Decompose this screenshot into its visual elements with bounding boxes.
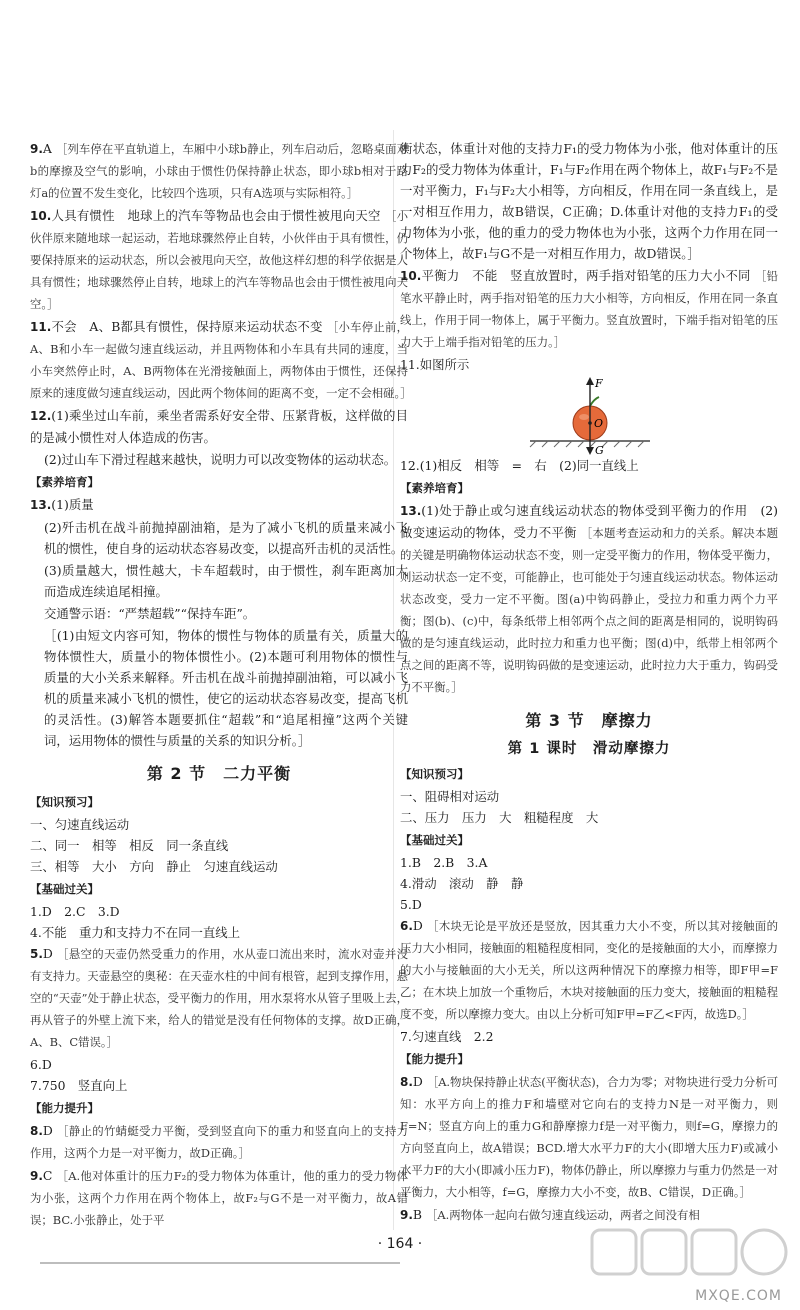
force-g-arrowhead (586, 447, 594, 455)
answer-text: 不会 A、B都具有惯性，保持原来运动状态不变 (51, 319, 323, 334)
answer-12-part-2: (2)过山车下滑过程越来越快，说明力可以改变物体的运动状态。 (44, 452, 397, 467)
answer-10-right (400, 265, 778, 353)
question-number: 10. (400, 269, 422, 283)
explanation: ［铅笔水平静止时，两手指对铅笔的压力大小相等，方向相反，作用在同一条直线上，作用于同一物体上，属于平衡力。竖直放置时，下端手指对铅笔的压力大于上端手指对铅笔的压力。］ (400, 269, 778, 349)
explanation: ［列车停在平直轨道上，车厢中小球b静止，列车启动后，忽略桌面对b的摩擦及空气的影响，小球由于惯性仍保持静止状态，即小球b相对于路灯a的位置不发生变化，比较四个选项，只有A选项与实际相符。］ (30, 142, 408, 200)
answer-text: (1)质量 (51, 497, 94, 512)
question-number: 9. (30, 142, 43, 156)
preview-line-1-right: 一、阻碍相对运动 (400, 789, 500, 804)
answer-13-right (400, 500, 778, 698)
answer-text: A (42, 141, 52, 156)
answer-text: 平衡力 不能 竖直放置时，两手指对铅笔的压力大小不同 (421, 268, 751, 283)
answer-13-explanation: ［(1)由短文内容可知，物体的惯性与物体的质量有关，质量大的物体惯性大，质量小的物体惯性小。(2)本题可利用物体的惯性与质量的大小关系来解释。歼击机在战斗前抛掉副油箱，可以减小飞机的质量来减小飞机的惯性，使它的运动状态容易改变，提高飞机的灵活性。(3)解答本题要抓住“超载”和“追尾相撞”这两个关键词，运用物体的惯性与质量的关系的知识分析。］ (44, 628, 408, 748)
left-column (30, 138, 412, 1232)
explanation: ［A.两物体一起向右做匀速直线运动，两者之间没有相 (425, 1208, 700, 1222)
section-header-suyang: 【素养培育】 (30, 475, 99, 489)
question-number: 8. (400, 1075, 413, 1089)
answer-6: 6.D (30, 1057, 52, 1072)
question-number: 8. (30, 1124, 43, 1138)
answer-8-right (400, 1071, 778, 1203)
explanation: ［木块无论是平放还是竖放，因其重力大小不变，所以其对接触面的压力大小相同，接触面的粗糙程度相同，变化的是接触面的大小，而摩擦力的大小与接触面的大小无关，所以这两种情况下的摩擦力相等，即F甲=F乙；在木块上加放一个重物后，木块对接触面的压力变大，接触面的粗糙程度不变，所以摩擦力变大。由以上分析可知F甲=F乙<F丙，故选D。］ (400, 919, 778, 1021)
force-diagram-figure (400, 375, 778, 455)
explanation: ［悬空的天壶仍然受重力的作用，水从壶口流出来时，流水对壶并没有支持力。天壶悬空的奥秘：在天壶水柱的中间有根管，起到支撑作用，悬空的“天壶”处于静止状态，受平衡力的作用，用水泵将水从管子里吸上去，再从管子的外壁上流下来，给人的错觉是没有任何物体的支撑。故D正确，A、B、C错误。］ (30, 947, 408, 1049)
label-g: G (595, 444, 604, 455)
section-header-jichu-right: 【基础过关】 (400, 833, 469, 847)
basic-answer-4-right: 4.滑动 滚动 静 静 (400, 876, 524, 891)
basic-answers-1-3-right: 1.B 2.B 3.A (400, 855, 488, 870)
answer-7-right: 7.匀速直线 2.2 (400, 1029, 494, 1044)
question-number: 9. (400, 1208, 413, 1222)
section-header-yuxi: 【知识预习】 (30, 795, 99, 809)
basic-answers-1-3: 1.D 2.C 3.D (30, 904, 120, 919)
question-number: 13. (30, 498, 52, 512)
page-number: · 164 · (377, 1236, 423, 1252)
question-number: 6. (400, 919, 413, 933)
answer-8 (30, 1120, 408, 1164)
preview-line-3: 三、相等 大小 方向 静止 匀速直线运动 (30, 859, 278, 874)
label-o: O (594, 417, 604, 430)
answer-text: (1)处于静止或匀速直线运动状态的物体受到平衡力的作用 (2)做变速运动的物体，受力不平衡 (400, 503, 778, 540)
answer-text: D (42, 1123, 53, 1138)
explanation: ［静止的竹蜻蜓受力平衡，受到竖直向下的重力和竖直向上的支持力作用，这两个力是一对平衡力，故D正确。］ (30, 1124, 408, 1160)
answer-12 (30, 405, 408, 448)
question-number: 11. (30, 320, 52, 334)
label-f: F (595, 377, 603, 390)
force-f-arrowhead (586, 377, 594, 385)
basic-answer-5-right: 5.D (400, 897, 422, 912)
answer-10 (30, 205, 408, 315)
answer-9-right (400, 1204, 778, 1226)
explanation: ［本题考查运动和力的关系。解决本题的关键是明确物体运动状态不变，则一定受平衡力的作用，物体受平衡力，则运动状态一定不变，可能静止，也可能处于匀速直线运动状态。物体运动状态改变，受力一定不平衡。图(a)中钩码静止，受拉力和重力两个力平衡；图(b)、(c)中，每条纸带上相邻两个点之间的距离是相同的，说明钩码做的是匀速直线运动，此时拉力和重力也平衡；图(d)中，纸带上相邻两个点之间的距离不等，说明钩码做的是变速运动，此时拉力大于重力，钩码受力不平衡。］ (400, 526, 778, 694)
answer-text: (1)乘坐过山车前，乘坐者需系好安全带、压紧背板，这样做的目的是减小惯性对人体造成的伤害。 (30, 408, 408, 445)
question-number: 12. (30, 409, 52, 423)
apple-stem-icon (590, 397, 599, 406)
explanation: ［小伙伴原来随地球一起运动，若地球骤然停止自转，小伙伴由于具有惯性，仍要保持原来的运动状态，所以会被甩向天空，故他这样幻想的科学依据是人具有惯性；地球骤然停止自转，地球上的汽车等物品也会由于惯性被甩向天空。］ (30, 209, 408, 311)
explanation: ［A.他对体重计的压力F₂的受力物体为体重计，他的重力的受力物体为小张，这两个力作用在两个物体上，故F₂与G不是一对平衡力，故A错误；BC.小张静止，处于平 (30, 1169, 408, 1227)
answer-text: 人具有惯性 地球上的汽车等物品也会由于惯性被甩向天空 (51, 208, 381, 223)
answer-6-right (400, 915, 778, 1025)
answer-text: C (42, 1168, 53, 1183)
answer-9-lower (30, 1165, 408, 1231)
bottom-rule (40, 1262, 400, 1264)
answer-5 (30, 943, 408, 1053)
lesson-title: 第 1 课时 滑动摩擦力 (507, 741, 671, 757)
preview-line-2-right: 二、压力 压力 大 粗糙程度 大 (400, 810, 599, 825)
answer-text: B (412, 1207, 423, 1222)
question-number: 13. (400, 504, 422, 518)
preview-line-2: 二、同一 相等 相反 同一条直线 (30, 838, 229, 853)
answer-text: D (42, 946, 53, 961)
right-column (400, 138, 778, 1227)
answer-text: D (412, 1074, 423, 1089)
answer-11-right: 11.如图所示 (400, 357, 470, 372)
answer-13 (30, 494, 408, 516)
section-header-nengli: 【能力提升】 (30, 1101, 99, 1115)
answer-9 (30, 138, 408, 204)
hatching-marks (530, 441, 644, 447)
answer-13-line-3: (3)质量越大，惯性越大，卡车超载时，由于惯性，刹车距离加大而造成连续追尾相撞。 (44, 563, 408, 599)
answer-13-line-2: (2)歼击机在战斗前抛掉副油箱，是为了减小飞机的质量来减小飞机的惯性，使自身的运动状态容易改变，以提高歼击机的灵活性。 (44, 520, 408, 556)
section-title-2: 第 2 节 二力平衡 (146, 764, 292, 783)
preview-line-1: 一、匀速直线运动 (30, 817, 130, 832)
section-title-3: 第 3 节 摩擦力 (525, 711, 653, 730)
basic-answer-4: 4.不能 重力和支持力不在同一直线上 (30, 925, 241, 940)
section-header-suyang-right: 【素养培育】 (400, 481, 469, 495)
section-header-yuxi-right: 【知识预习】 (400, 767, 469, 781)
answer-11 (30, 316, 412, 404)
question-number: 10. (30, 209, 52, 223)
answer-9-continued: 衡状态，体重计对他的支持力F₁的受力物体为小张，他对体重计的压力F₂的受力物体为体重计，F₁与F₂作用在两个物体上，故F₁与F₂不是一对平衡力，F₁与F₂大小相等，方向相反，作用在同一条直线上，是一对相互作用力，故B错误，C正确；D.体重计对他的支持力F₁的受力物体为小张，他的重力的受力物体也为小张，这两个力作用在同一个物体上，故F₁与G不是一对相互作用力，故D错误。］ (400, 141, 778, 261)
section-header-nengli-right: 【能力提升】 (400, 1052, 469, 1066)
apple-force-diagram (400, 375, 778, 455)
question-number: 9. (30, 1169, 43, 1183)
answer-12-right: 12.(1)相反 相等 = 右 (2)同一直线上 (400, 458, 639, 473)
section-header-jichu: 【基础过关】 (30, 882, 99, 896)
explanation: ［A.物块保持静止状态(平衡状态)，合力为零；对物块进行受力分析可知：水平方向上的推力F和墙壁对它向右的支持力N是一对平衡力，则F=N；竖直方向上的重力G和静摩擦力f是一对平衡力，则f=G，摩擦力的方向竖直向上，故A错误；BCD.增大水平力F的大小(即增大压力F)或减小水平力F的大小(即减小压力F)，物体仍静止，所以摩擦力与重力仍然是一对平衡力，大小相等，f=G，摩擦力大小不变，故B、C错误，D正确。］ (400, 1075, 778, 1199)
answer-text: D (412, 918, 423, 933)
answer-7: 7.750 竖直向上 (30, 1078, 128, 1093)
explanation: ［小车停止前，A、B和小车一起做匀速直线运动，并且两物体和小车具有共同的速度，当小车突然停止时，A、B两物体在光滑接触面上，两物体由于惯性，还保持原来的速度做匀速直线运动，因此两个物体间的距离不变，一定不会相碰。］ (30, 320, 412, 400)
watermark-text: MXQE.COM (695, 1288, 782, 1304)
question-number: 5. (30, 947, 43, 961)
answer-13-line-4: 交通警示语：“严禁超载”“保持车距”。 (44, 606, 256, 621)
